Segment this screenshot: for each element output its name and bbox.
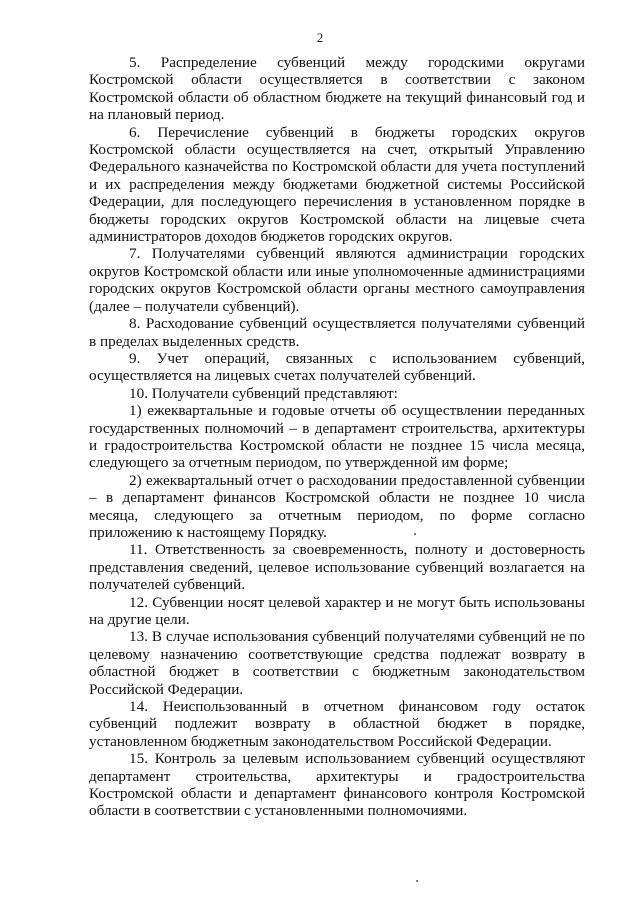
scan-speck bbox=[416, 880, 418, 882]
page-number: 2 bbox=[316, 30, 324, 45]
paragraph-10-item-1: 1) ежеквартальные и годовые отчеты об осуществлении переданных государственных полномочий – в департамент строительства, архитектуры и градостроительства Костромской области не позднее 15 числа месяца, следующего за отчетным периодом, по утвержденной им форме; bbox=[89, 402, 585, 472]
paragraph-15: 15. Контроль за целевым использованием субвенций осуществляют департамент строительства, архитектуры и градостроительства Костромской области и департамент финансового контроля Костромской области в соответствии с установленными полномочиями. bbox=[89, 750, 585, 820]
paragraph-7: 7. Получателями субвенций являются администрации городских округов Костромской области или иные уполномоченные администрациями городских округов Костромской области органы местного самоуправления (далее – получатели субвенций). bbox=[89, 245, 585, 315]
paragraph-10-item-2: 2) ежеквартальный отчет о расходовании предоставленной субвенции – в департамент финансов Костромской области не позднее 10 числа месяца, следующего за отчетным периодом, по форме согласно приложению к настоящему Порядку. bbox=[89, 471, 585, 541]
paragraph-10: 10. Получатели субвенций представляют: bbox=[129, 384, 398, 402]
scan-speck bbox=[414, 533, 416, 535]
paragraph-6: 6. Перечисление субвенций в бюджеты городских округов Костромской области осуществляется на счет, открытый Управлению Федерального казначейства по Костромской области для учета поступлений и их распределения между бюджетами бюджетной системы Российской Федерации, для последующего перечисления в установленном порядке в бюджеты городских округов Костромской области на лицевые счета администраторов доходов бюджетов городских округов. bbox=[89, 123, 585, 246]
paragraph-5: 5. Распределение субвенций между городскими округами Костромской области осуществляется в соответствии с законом Костромской области об областном бюджете на текущий финансовый год и на плановый период. bbox=[89, 54, 585, 124]
document-body bbox=[89, 54, 585, 820]
paragraph-12: 12. Субвенции носят целевой характер и не могут быть использованы на другие цели. bbox=[89, 593, 585, 628]
paragraph-11: 11. Ответственность за своевременность, полноту и достоверность представления сведений, целевое использование субвенций возлагается на получателей субвенций. bbox=[89, 541, 585, 594]
paragraph-13: 13. В случае использования субвенций получателями субвенций не по целевому назначению соответствующие средства подлежат возврату в областной бюджет в соответствии с бюджетным законодательством Российской Федерации. bbox=[89, 628, 585, 698]
paragraph-8: 8. Расходование субвенций осуществляется получателями субвенций в пределах выделенных средств. bbox=[89, 315, 585, 350]
paragraph-9: 9. Учет операций, связанных с использованием субвенций, осуществляется на лицевых счетах получателей субвенций. bbox=[89, 349, 585, 385]
paragraph-14: 14. Неиспользованный в отчетном финансовом году остаток субвенций подлежит возврату в областной бюджет в порядке, установленном бюджетным законодательством Российской Федерации. bbox=[89, 698, 585, 750]
